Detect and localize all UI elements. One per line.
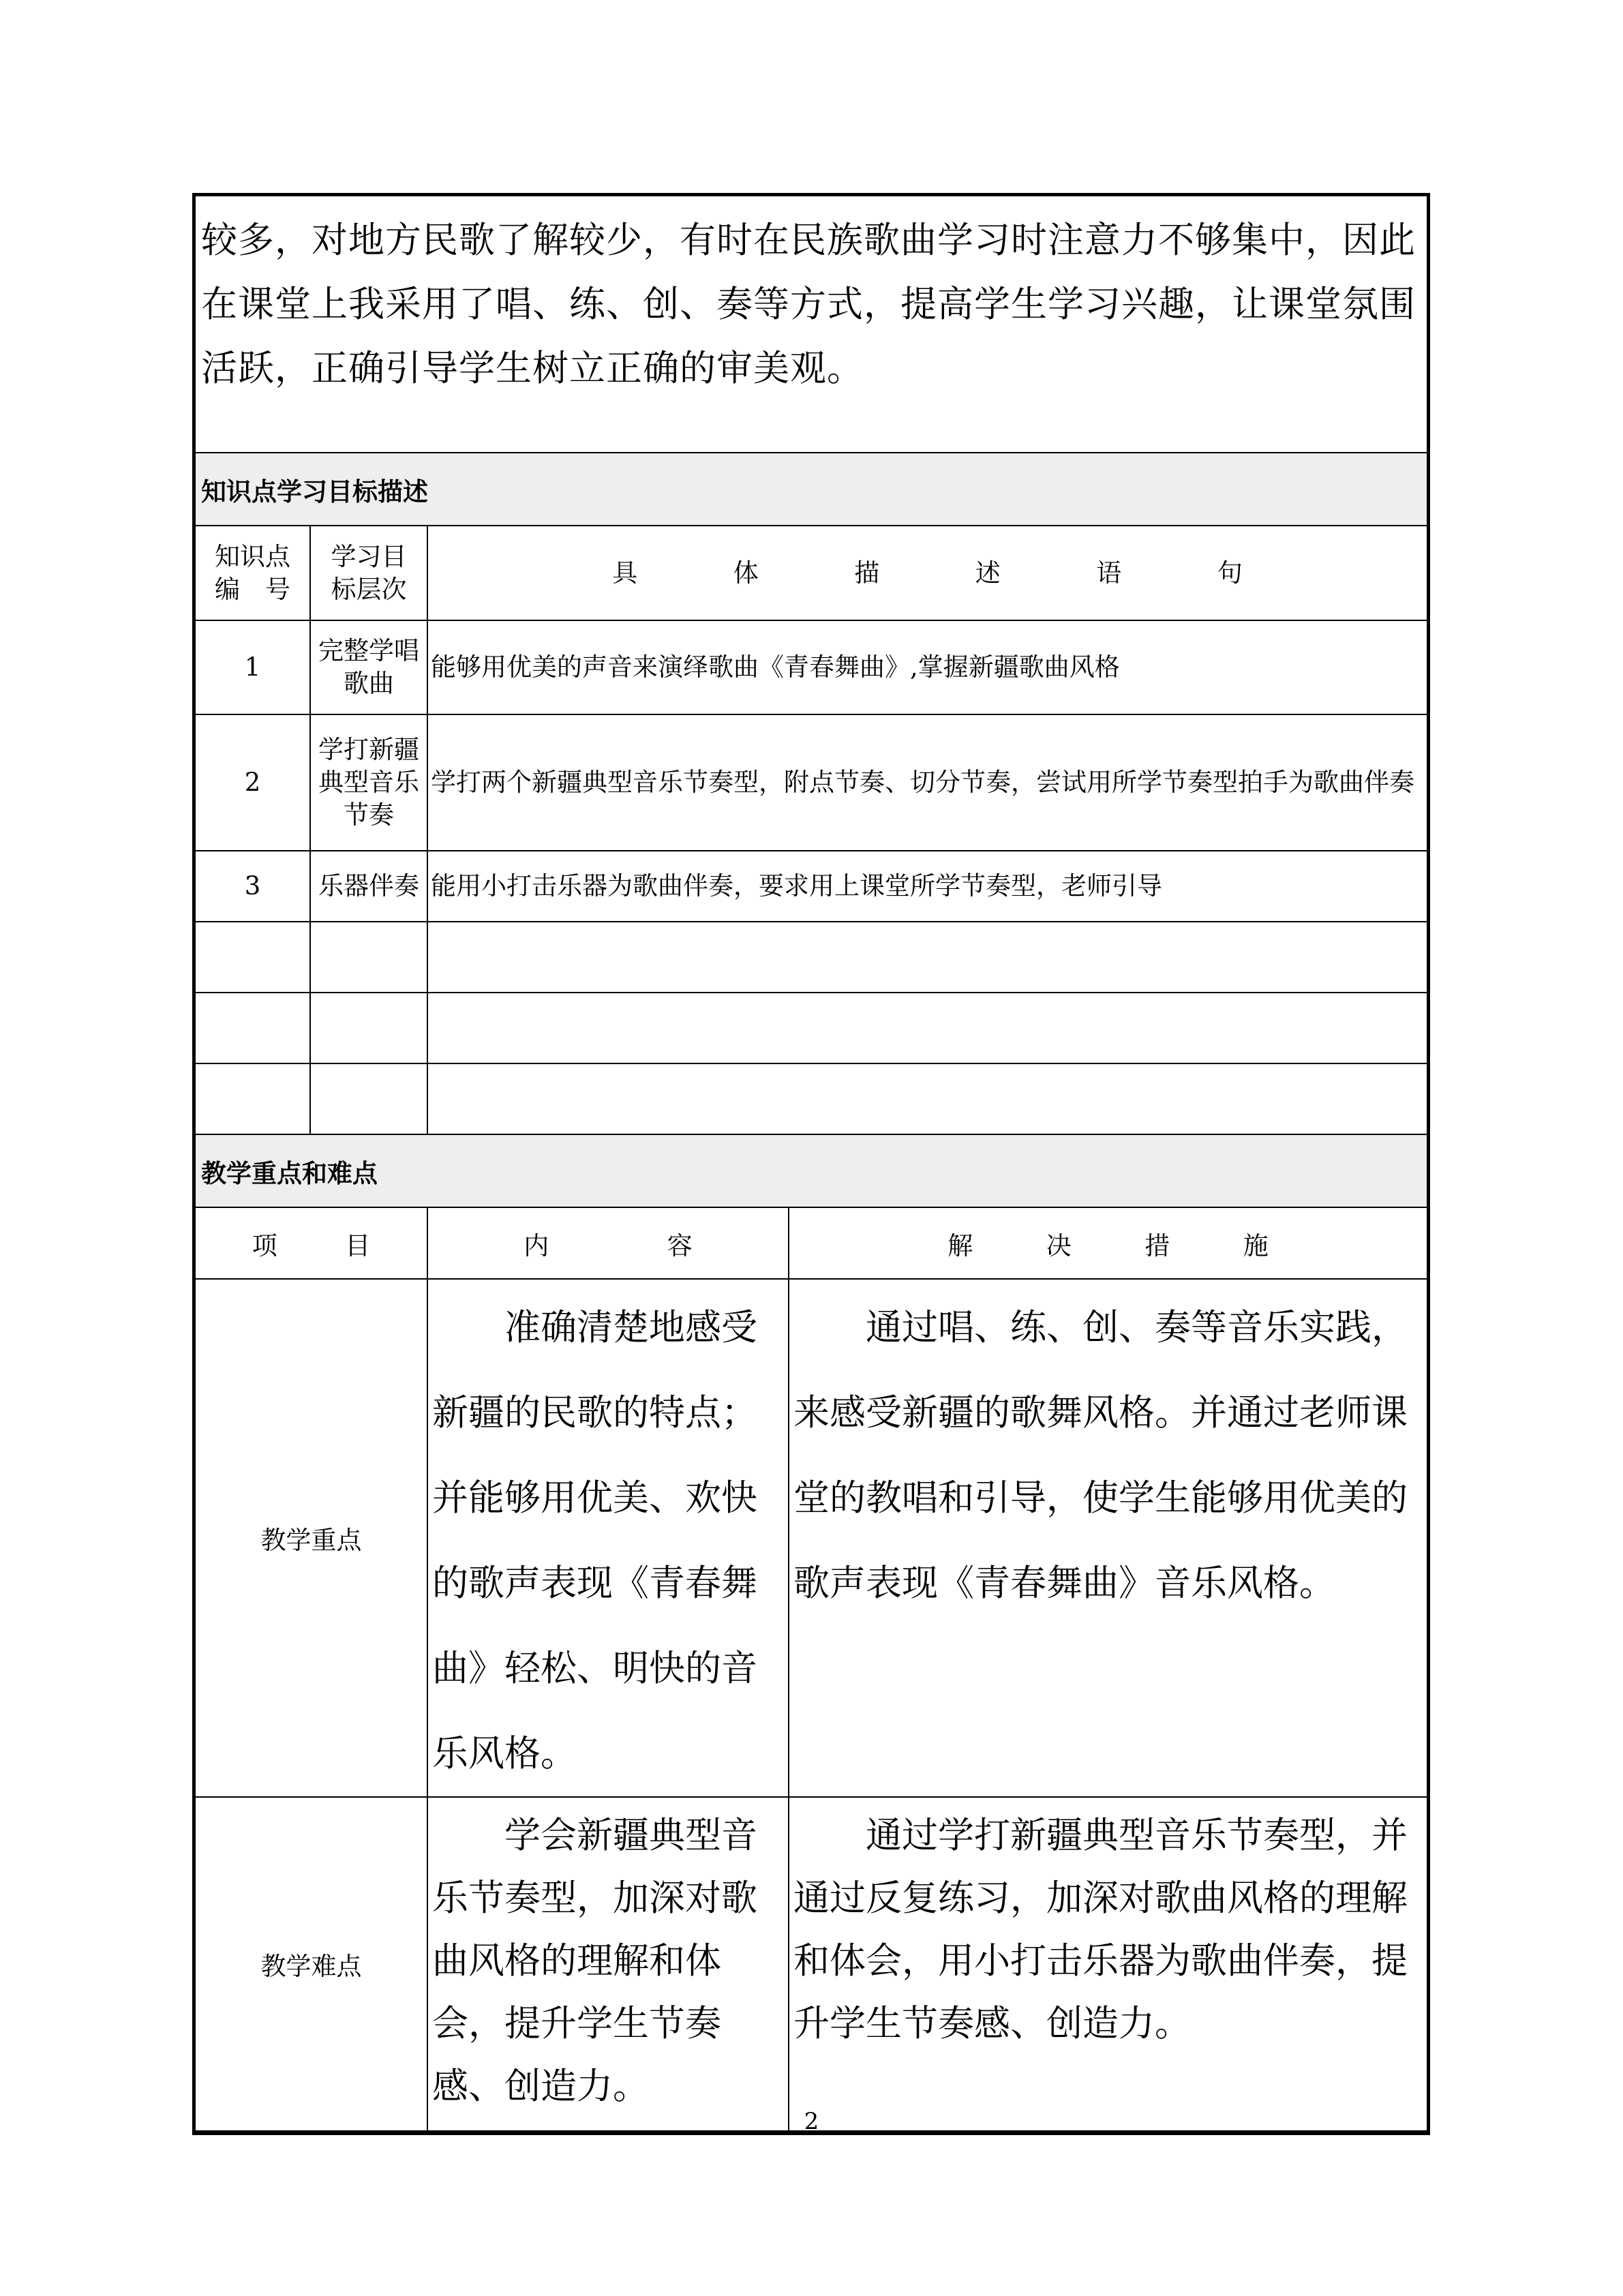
section-title: 知识点学习目标描述 [201, 476, 428, 507]
row-level: 完整学唱歌曲 [310, 620, 427, 714]
row-item-label: 教学难点 [196, 1797, 427, 2131]
row-no [196, 922, 310, 993]
header-line: 学习目 [331, 541, 407, 571]
header-line: 编 号 [215, 574, 290, 604]
header-char: 语 [1096, 558, 1122, 588]
header-char: 描 [854, 558, 880, 588]
lesson-plan-form [192, 193, 1430, 2135]
row-no [196, 993, 310, 1063]
header-char: 决 [1046, 1230, 1072, 1260]
header-char: 句 [1217, 558, 1243, 588]
row-description: 学打两个新疆典型音乐节奏型，附点节奏、切分节奏，尝试用所学节奏型拍手为歌曲伴奏 [427, 714, 1427, 851]
intro-paragraph: 较多，对地方民歌了解较少，有时在民族歌曲学习时注意力不够集中，因此在课堂上我采用了唱、练、创、奏等方式，提高学生学习兴趣，让课堂氛围活跃，正确引导学生树立正确的审美观。 [201, 220, 1416, 389]
header-char: 内 [524, 1230, 549, 1260]
row-item-label: 教学重点 [196, 1279, 427, 1797]
row-measures [789, 1797, 1427, 2131]
row-description: 能用小打击乐器为歌曲伴奏，要求用上课堂所学节奏型，老师引导 [427, 851, 1427, 922]
header-char: 解 [947, 1230, 973, 1260]
row-no: 3 [196, 851, 310, 922]
table-row-difficult-point [196, 1797, 1427, 2131]
row-no: 2 [196, 714, 310, 851]
table-header-row [196, 526, 1427, 620]
row-description: 能够用优美的声音来演绎歌曲《青春舞曲》,掌握新疆歌曲风格 [427, 620, 1427, 714]
section-knowledge-objectives-header [196, 453, 1427, 526]
key-difficult-points-table [196, 1208, 1427, 2132]
header-line: 标层次 [331, 574, 407, 604]
header-measures [789, 1208, 1427, 1279]
row-no [196, 1063, 310, 1134]
measure-text: 通过唱、练、创、奏等音乐实践，来感受新疆的歌舞风格。并通过老师课堂的教唱和引导，使学生能够用优美的歌声表现《青春舞曲》音乐风格。 [793, 1307, 1408, 1604]
row-measures [789, 1279, 1427, 1797]
table-row-empty [196, 993, 1427, 1063]
row-level: 学打新疆典型音乐节奏 [310, 714, 427, 851]
row-level [310, 922, 427, 993]
header-char: 容 [667, 1230, 693, 1260]
header-char: 施 [1243, 1230, 1269, 1260]
table-row [196, 851, 1427, 922]
learner-analysis-text [196, 196, 1427, 453]
table-row-empty [196, 922, 1427, 993]
table-header-row [196, 1208, 1427, 1279]
page-number: 2 [804, 2108, 819, 2135]
header-char: 具 [612, 558, 638, 588]
row-description [427, 1063, 1427, 1134]
header-char: 项 [252, 1230, 277, 1260]
content-text: 准确清楚地感受新疆的民歌的特点；并能够用优美、欢快的歌声表现《青春舞曲》轻松、明快的音乐风格。 [432, 1307, 757, 1774]
row-content [427, 1279, 789, 1797]
row-content [427, 1797, 789, 2131]
table-row-key-point [196, 1279, 1427, 1797]
header-objective-level [310, 526, 427, 620]
row-level: 乐器伴奏 [310, 851, 427, 922]
table-row-empty [196, 1063, 1427, 1134]
header-line: 知识点 [215, 541, 290, 571]
row-level [310, 1063, 427, 1134]
knowledge-objectives-table [196, 526, 1427, 1135]
section-key-difficult-points-header [196, 1135, 1427, 1208]
section-title: 教学重点和难点 [201, 1158, 378, 1188]
header-char: 述 [975, 558, 1001, 588]
measure-text: 通过学打新疆典型音乐节奏型，并通过反复练习，加深对歌曲风格的理解和体会，用小打击乐器为歌曲伴奏，提升学生节奏感、创造力。 [793, 1815, 1408, 2044]
table-row [196, 714, 1427, 851]
header-knowledge-no [196, 526, 310, 620]
header-description [427, 526, 1427, 620]
table-row [196, 620, 1427, 714]
content-text: 学会新疆典型音乐节奏型，加深对歌曲风格的理解和体会，提升学生节奏感、创造力。 [432, 1815, 757, 2107]
row-level [310, 993, 427, 1063]
row-no: 1 [196, 620, 310, 714]
row-description [427, 993, 1427, 1063]
header-char: 体 [733, 558, 759, 588]
header-item [196, 1208, 427, 1279]
header-content [427, 1208, 789, 1279]
header-char: 目 [345, 1230, 371, 1260]
header-char: 措 [1144, 1230, 1170, 1260]
row-description [427, 922, 1427, 993]
